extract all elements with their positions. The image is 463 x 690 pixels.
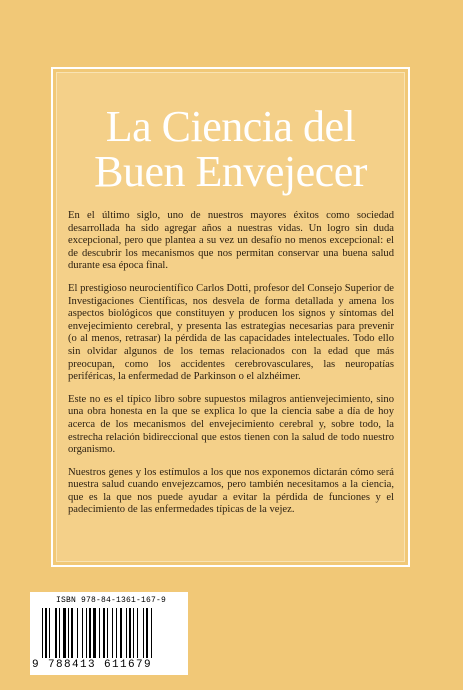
barcode-bar [82,608,83,658]
book-title [56,104,405,194]
barcode-bar [45,608,47,658]
barcode-bar [133,608,134,658]
barcode-bars [42,608,180,658]
synopsis-paragraph-4: Nuestros genes y los estímulos a los que nos exponemos dictarán cómo será nuestra salud cuando envejezcamos, pero también necesitamos a la ciencia, que es la que nos puede ayudar a evitar la pérdida de funciones y el padecimiento de las enfermedades típicas de la vejez. [68,466,394,516]
barcode-bar [59,608,60,658]
barcode-bar [42,608,43,658]
barcode-bar [129,608,131,658]
barcode-bar [103,608,105,658]
title-line-2: Buen Envejecer [94,147,367,196]
barcode-bar [55,608,57,658]
barcode-bar [89,608,91,658]
isbn-label: ISBN 978-84-1361-167-9 [55,596,167,605]
synopsis [68,210,394,527]
synopsis-paragraph-1: En el último siglo, uno de nuestros mayores éxitos como sociedad desarrollada ha sido agregar años a nuestras vidas. Un logro sin duda excepcional, pero que plantea a su vez un desafío no menos excepcional: el de descubrir los mecanismos que nos permitan conservar una buena salud durante esa época final. [68,210,394,272]
barcode-bar [99,608,100,658]
synopsis-paragraph-2: El prestigioso neurocientífico Carlos Dotti, profesor del Consejo Superior de Investigaciones Científicas, nos desvela de forma detallada y amena los aspectos biológicos que constituyen y producen los signos y síntomas del envejecimiento cerebral, y presenta las estrategias necesarias para prevenir (o al menos, retrasar) la pérdida de las capacidades intelectuales. Todo ello sin olvidar algunos de los temas relacionados con la edad que más preocupan, como los accidentes cerebrovasculares, las neuropatías periféricas, la enfermedad de Parkinson o el alzhéimer. [68,282,394,383]
barcode-bar [146,608,148,658]
barcode-bar [120,608,122,658]
barcode-bar [68,608,69,658]
barcode-bar [116,608,117,658]
synopsis-paragraph-3: Este no es el típico libro sobre supuestos milagros antienvejecimiento, sino una obra honesta en la que se explica lo que la ciencia sabe a día de hoy acerca de los mecanismos del envejecimiento cerebral y, sobre todo, la estrecha relación bidireccional que estos tienen con la salud de todo nuestro organismo. [68,393,394,456]
barcode-bar [71,608,73,658]
barcode-bar [126,608,127,658]
barcode-bar [151,608,152,658]
barcode-bar [63,608,66,658]
barcode-bar [49,608,50,658]
barcode-bar [107,608,108,658]
barcode-bar [137,608,138,658]
barcode-bar [143,608,144,658]
barcode-bar [86,608,87,658]
barcode-bar [112,608,113,658]
barcode-bar [77,608,78,658]
barcode-digits: 9 788413 611679 [32,659,153,671]
barcode-bar [93,608,96,658]
title-line-1: La Ciencia del [105,102,356,151]
